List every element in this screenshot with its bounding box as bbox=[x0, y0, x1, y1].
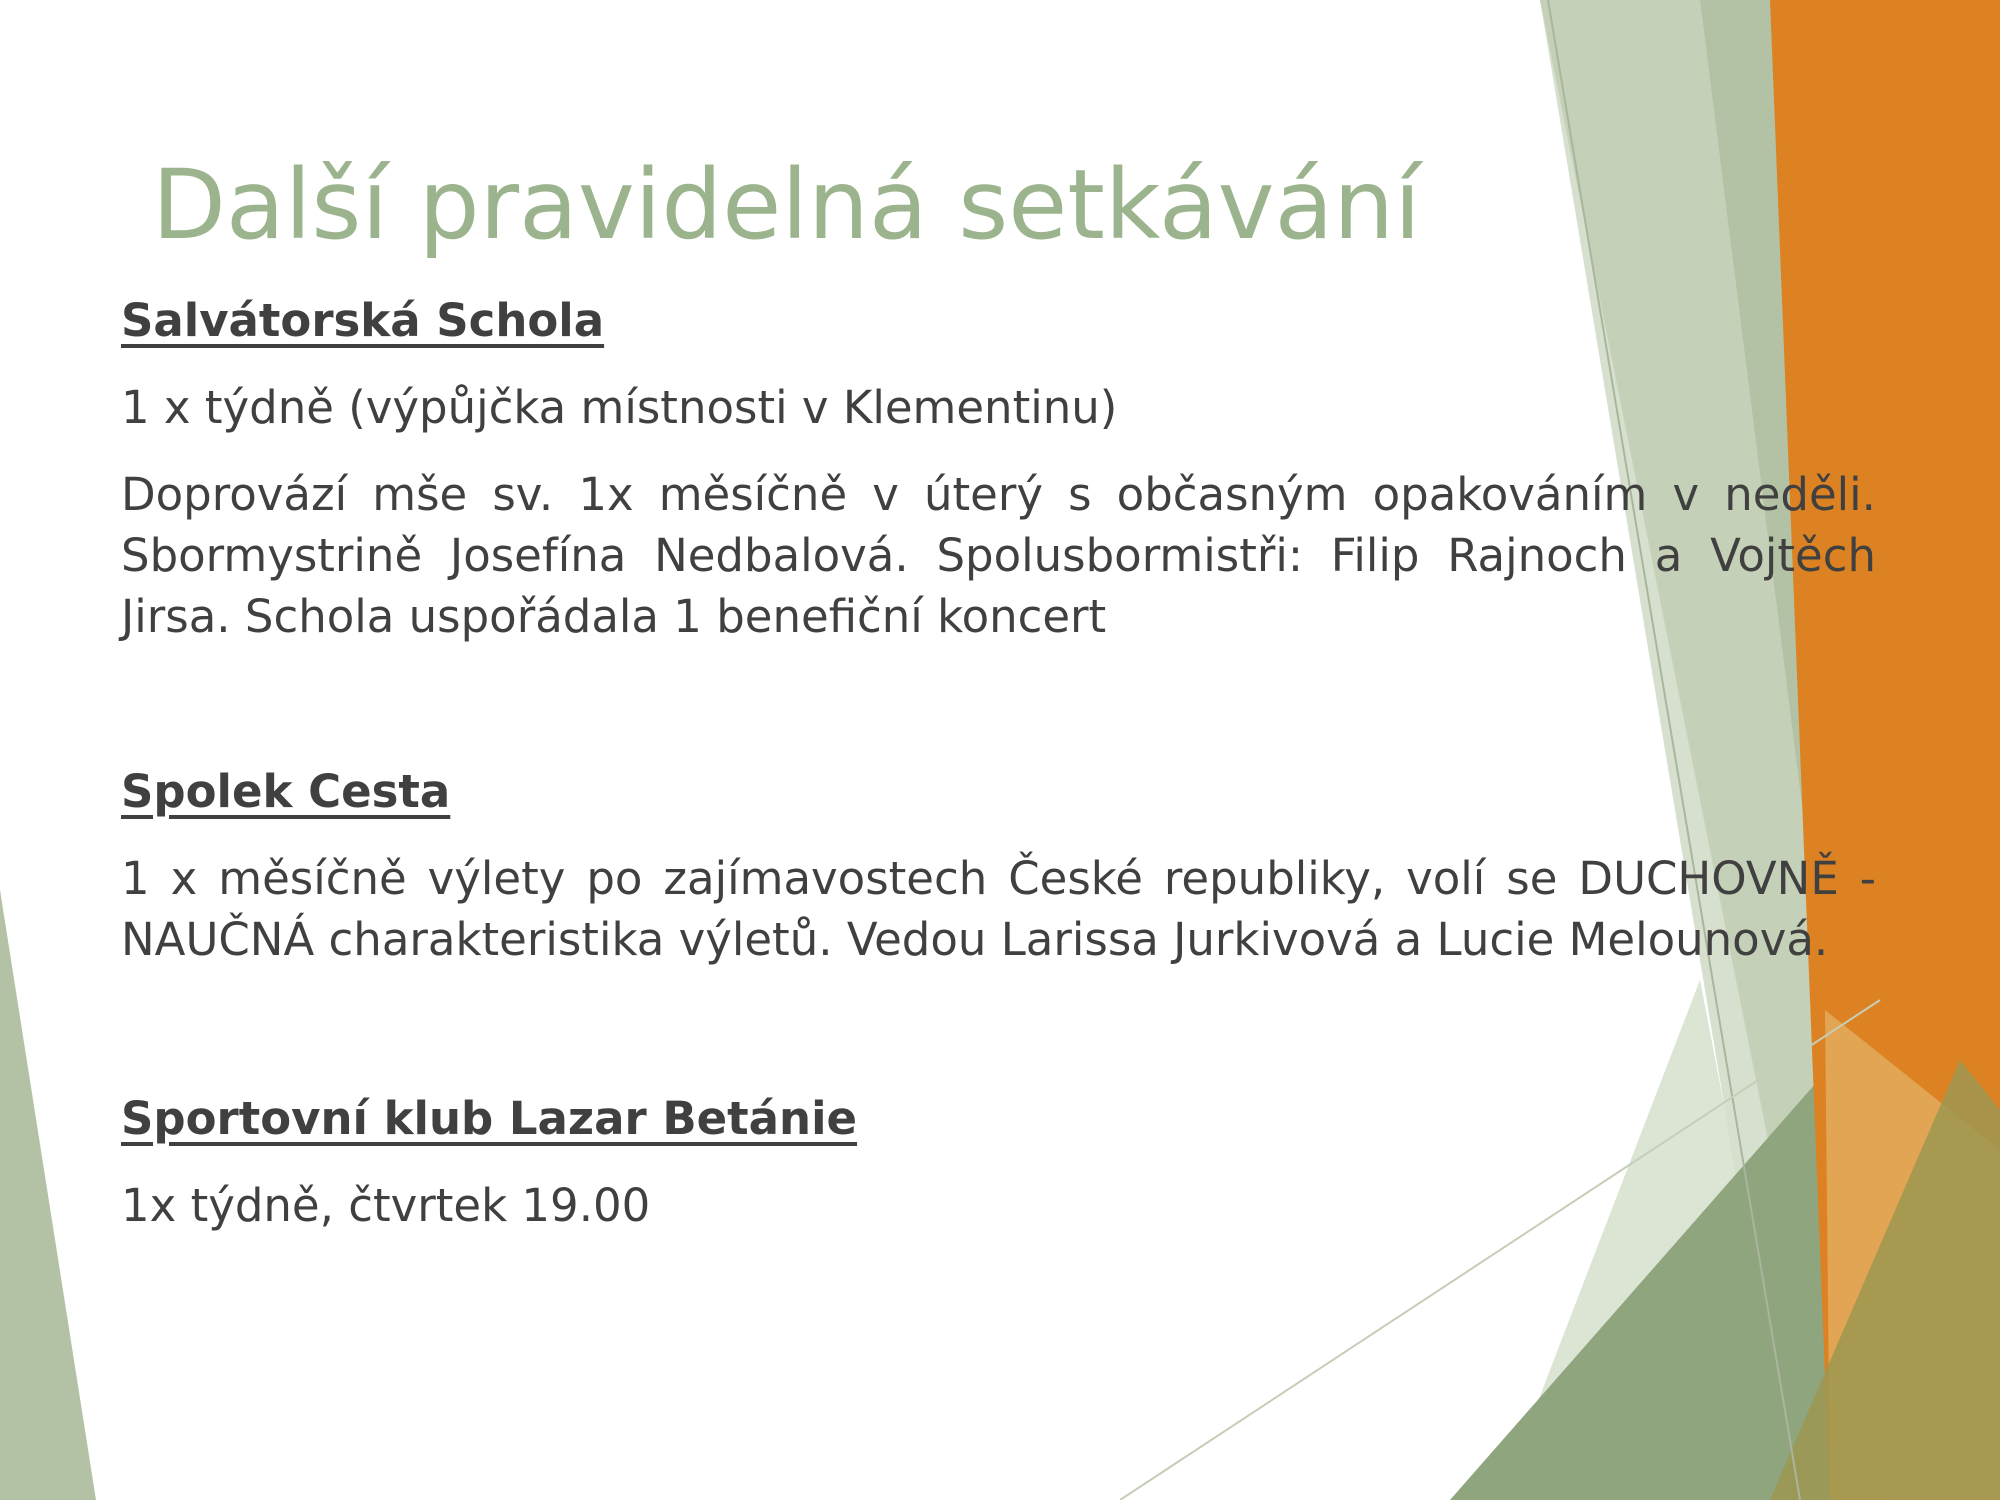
section-heading-sport: Sportovní klub Lazar Betánie bbox=[121, 1092, 858, 1145]
section-heading-schola: Salvátorská Schola bbox=[121, 294, 605, 347]
sport-schedule: 1x týdně, čtvrtek 19.00 bbox=[121, 1179, 651, 1232]
left-green-shape bbox=[0, 890, 96, 1500]
content-body bbox=[121, 290, 1876, 1262]
section-heading-cesta: Spolek Cesta bbox=[121, 765, 451, 818]
spacer bbox=[121, 647, 1876, 761]
page-title: Další pravidelná setkávání bbox=[152, 149, 1421, 261]
schola-description: Doprovází mše sv. 1x měsíčně v úterý s občasným opakováním v neděli. Sbormystrině Josefína Nedbalová. Spolusbormistři: Filip Rajnoch a Vojtěch Jirsa. Schola uspořádala 1 benefiční koncert bbox=[121, 468, 1876, 643]
schola-frequency: 1 x týdně (výpůjčka místnosti v Klementinu) bbox=[121, 381, 1118, 434]
spacer bbox=[121, 970, 1876, 1088]
cesta-description: 1 x měsíčně výlety po zajímavostech České republiky, volí se DUCHOVNĚ - NAUČNÁ charakteristika výletů. Vedou Larissa Jurkivová a Lucie Melounová. bbox=[121, 852, 1876, 966]
